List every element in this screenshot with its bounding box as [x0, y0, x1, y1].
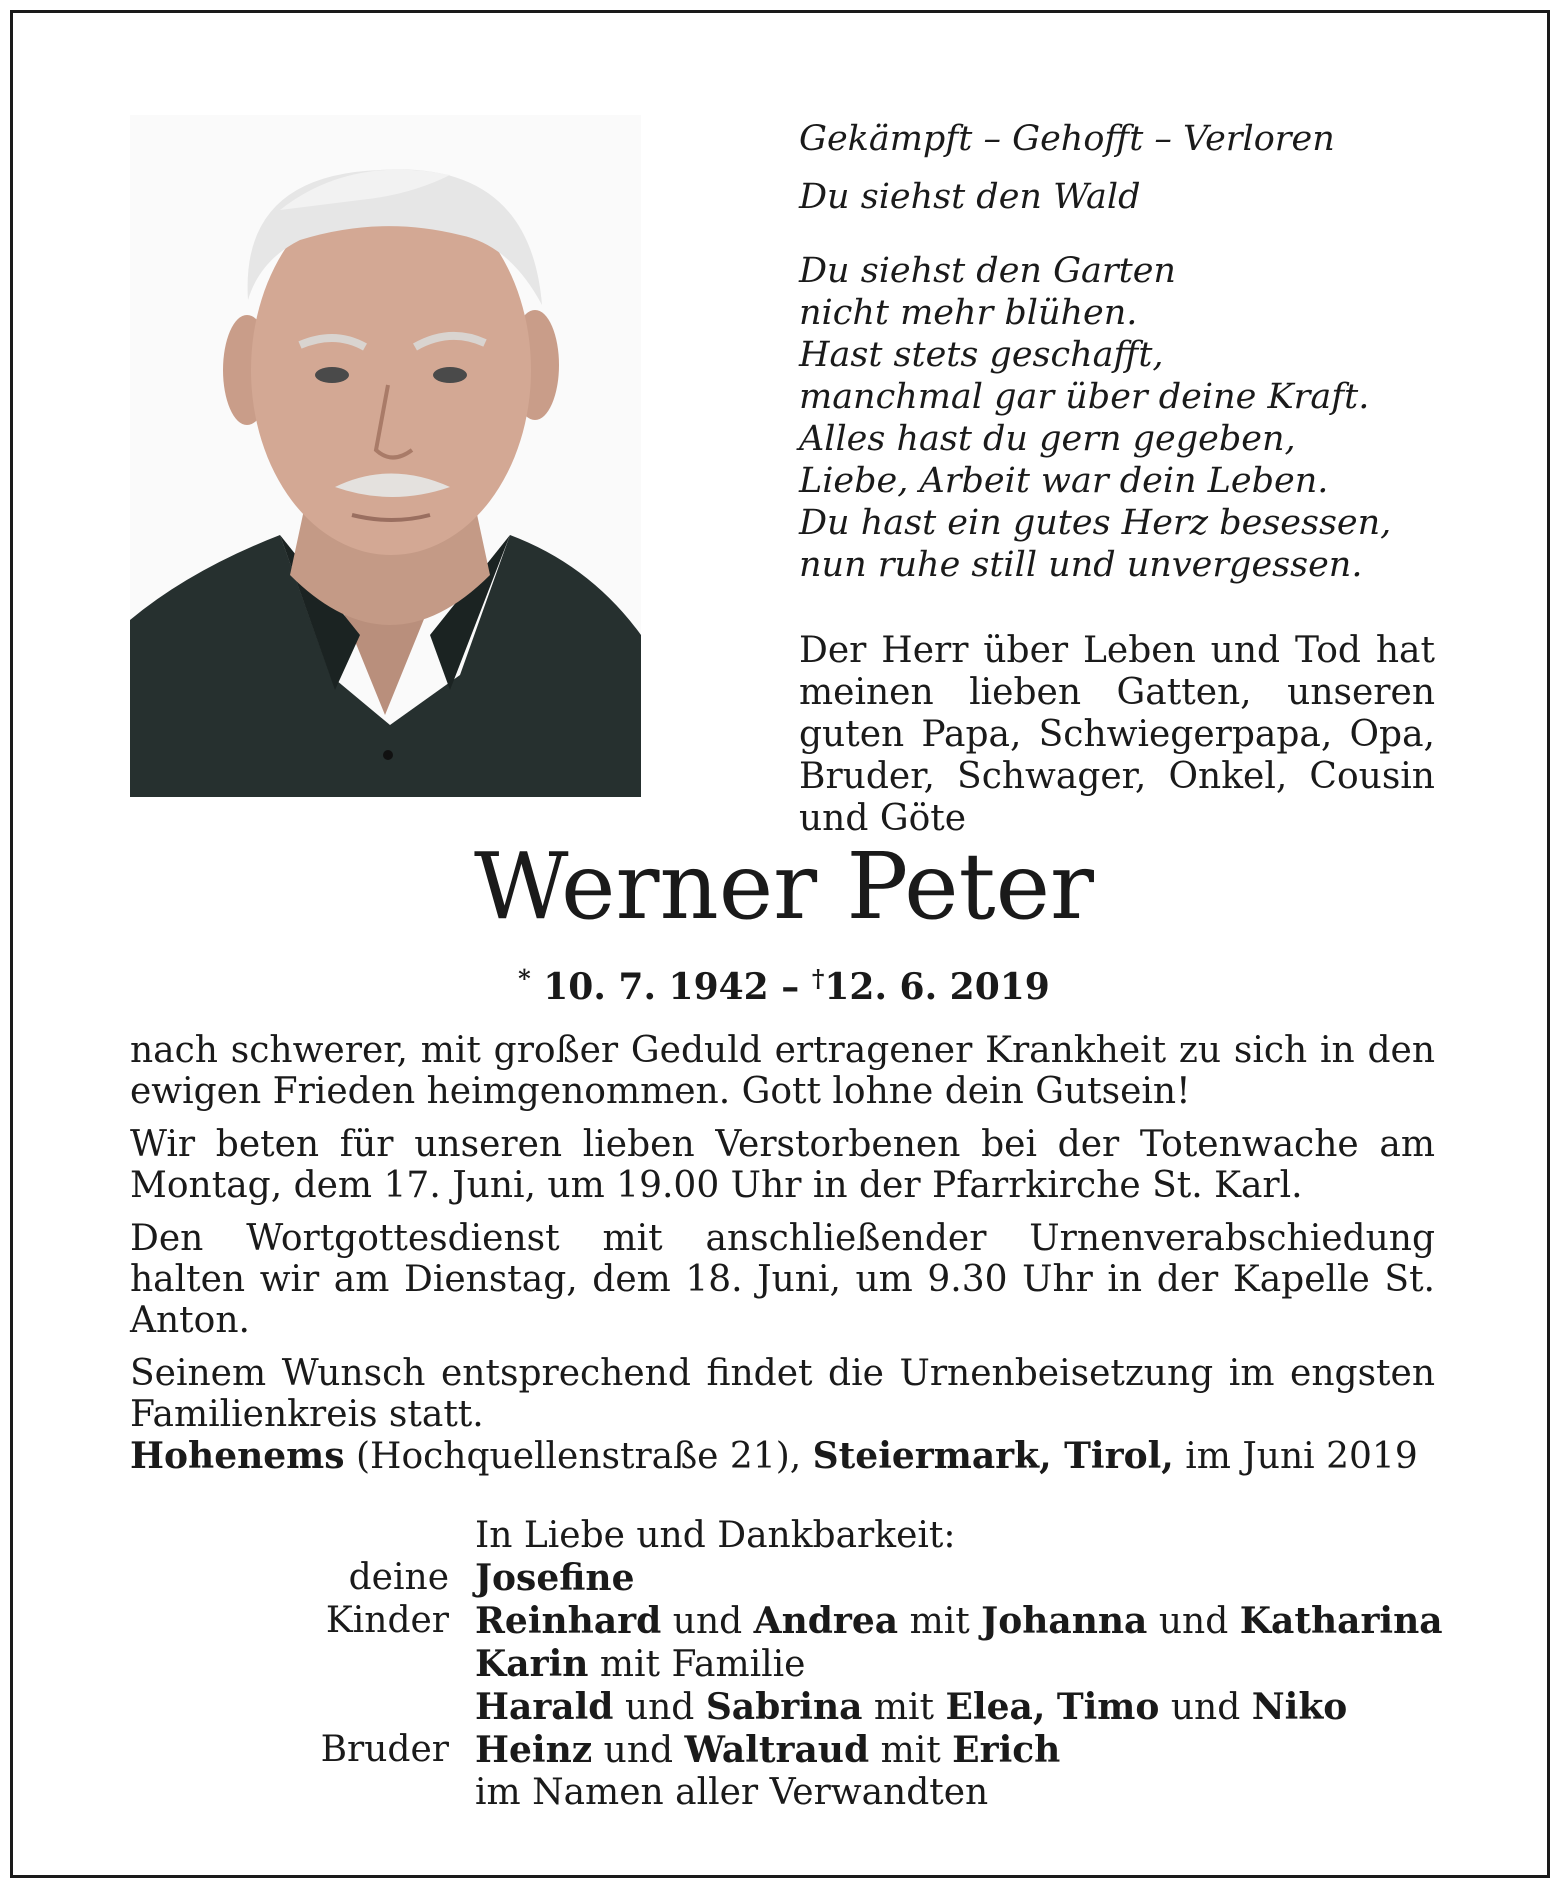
signer-name: Harald	[475, 1686, 614, 1728]
intro-text: Der Herr über Leben und Tod hat meinen lieben Gatten, unseren guten Papa, Schwiegerpapa, Opa, Bruder, Schwager, Onkel, Cousin und Göte	[799, 630, 1435, 839]
signer-name: Niko	[1251, 1686, 1348, 1728]
body-paragraph: nach schwerer, mit großer Geduld ertragener Krankheit zu sich in den ewigen Frieden heimgenommen. Gott lohne dein Gutsein!	[130, 1030, 1435, 1112]
connector: mit Familie	[599, 1644, 806, 1685]
poem-line: manchmal gar über deine Kraft.	[799, 377, 1370, 417]
connector: mit	[880, 1730, 941, 1771]
date-dash: –	[781, 966, 800, 1008]
signer-name: Karin	[475, 1643, 589, 1685]
place-town: Hohenems	[130, 1435, 345, 1477]
signature-row	[130, 1515, 1470, 1557]
signature-role: Kinder	[325, 1600, 449, 1641]
connector: und	[1158, 1601, 1229, 1642]
signer-name: Katharina	[1239, 1600, 1443, 1642]
poem-line: Liebe, Arbeit war dein Leben.	[799, 461, 1329, 501]
signer-name: Johanna	[981, 1600, 1148, 1642]
birth-symbol: *	[518, 964, 531, 993]
poem-line: Du siehst den Wald	[799, 177, 1141, 217]
connector: mit	[873, 1687, 935, 1728]
notice-body	[130, 1030, 1435, 1447]
poem	[799, 110, 1449, 586]
life-dates	[0, 956, 1568, 1010]
body-paragraph: Den Wortgottesdienst mit anschließender Urnenverabschiedung halten wir am Dienstag, dem 18. Juni, um 9.30 Uhr in der Kapelle St. Anton.	[130, 1218, 1435, 1341]
place-date: im Juni 2019	[1185, 1436, 1418, 1477]
death-symbol: †	[811, 964, 825, 993]
signer-name: Reinhard	[475, 1600, 662, 1642]
signature-row	[130, 1729, 1470, 1772]
connector: und	[624, 1687, 695, 1728]
body-paragraph: Seinem Wunsch entsprechend findet die Urnenbeisetzung im engsten Familienkreis statt.	[130, 1353, 1435, 1435]
signer-name: Sabrina	[705, 1686, 863, 1728]
birth-date: 10. 7. 1942	[543, 966, 769, 1008]
poem-line: nicht mehr blühen.	[799, 293, 1138, 333]
connector: und	[1170, 1687, 1241, 1728]
connector: mit	[909, 1601, 970, 1642]
signer-name: Josefine	[475, 1557, 635, 1599]
body-paragraph: Wir beten für unseren lieben Verstorbenen bei der Totenwache am Montag, dem 17. Juni, um 19.00 Uhr in der Pfarrkirche St. Karl.	[130, 1124, 1435, 1206]
signature-role: Bruder	[320, 1729, 449, 1770]
signer-name: Andrea	[753, 1600, 899, 1642]
death-date: 12. 6. 2019	[824, 966, 1050, 1008]
place-address: (Hochquellenstraße 21),	[356, 1436, 802, 1477]
signature-row	[130, 1643, 1470, 1686]
signature-closing: im Namen aller Verwandten	[475, 1772, 989, 1813]
connector: und	[672, 1601, 743, 1642]
signature-row	[130, 1772, 1470, 1814]
signer-name: Timo	[1056, 1686, 1160, 1728]
signer-name: Heinz	[475, 1729, 593, 1771]
poem-line: Hast stets geschafft,	[799, 335, 1164, 375]
poem-line: Gekämpft – Gehofft – Verloren	[799, 119, 1335, 159]
signer-name: Elea,	[945, 1686, 1046, 1728]
signer-name: Erich	[952, 1729, 1061, 1771]
deceased-name: Werner Peter	[473, 833, 1094, 940]
signature-heading: In Liebe und Dankbarkeit:	[475, 1515, 956, 1556]
signature-row	[130, 1600, 1470, 1643]
poem-line: Du hast ein gutes Herz besessen,	[799, 503, 1392, 543]
poem-line: nun ruhe still und unvergessen.	[799, 545, 1363, 585]
connector: und	[603, 1730, 674, 1771]
signature-row	[130, 1686, 1470, 1729]
signer-name: Waltraud	[684, 1729, 870, 1771]
place-line	[130, 1434, 1435, 1479]
signatures	[130, 1515, 1470, 1814]
place-regions: Steiermark, Tirol,	[812, 1435, 1174, 1477]
poem-line: Alles hast du gern gegeben,	[799, 419, 1296, 459]
signature-role: deine	[348, 1557, 449, 1598]
signature-row	[130, 1557, 1470, 1600]
portrait-photo	[130, 115, 641, 797]
poem-line: Du siehst den Garten	[799, 251, 1176, 291]
